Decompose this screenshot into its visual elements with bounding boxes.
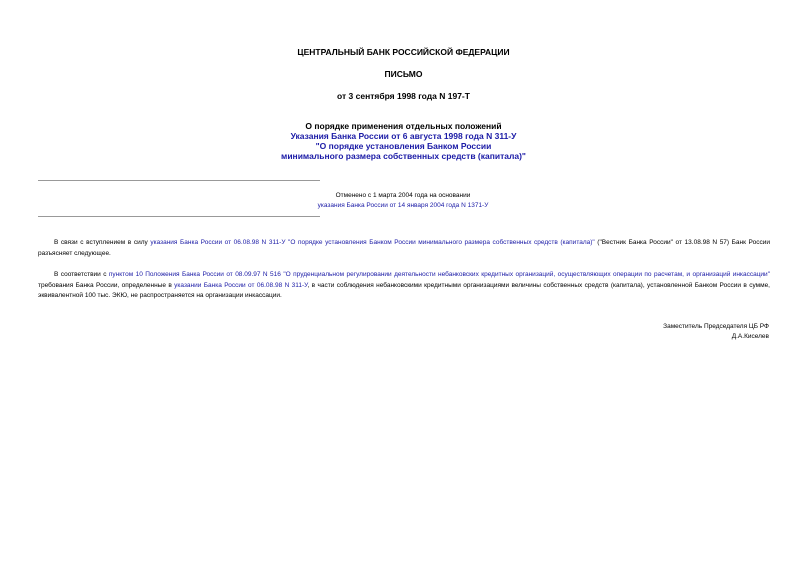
paragraph-2	[38, 270, 770, 302]
divider-bottom	[38, 216, 320, 217]
divider-top	[38, 180, 320, 181]
cancel-note-link[interactable]: указания Банка России от 14 января 2004 года N 1371-У	[317, 202, 489, 209]
paragraph-2-link-2[interactable]: указании Банка России от 06.08.98 N 311-У	[174, 281, 308, 289]
doc-title	[0, 121, 807, 161]
paragraph-2-text-b: требования Банка России, определенные в	[38, 281, 175, 289]
signature-position: Заместитель Председателя ЦБ РФ	[663, 323, 769, 330]
org-name: ЦЕНТРАЛЬНЫЙ БАНК РОССИЙСКОЙ ФЕДЕРАЦИИ	[297, 47, 510, 57]
paragraph-2-text-a: В соответствии с	[54, 271, 109, 278]
doc-type: ПИСЬМО	[384, 69, 423, 79]
paragraph-1	[38, 238, 770, 259]
paragraph-1-link[interactable]: указания Банка России от 06.08.98 N 311-У "О порядке установления Банком России минимального размера собственных средств (капитала)"	[150, 239, 595, 246]
doc-date: от 3 сентября 1998 года N 197-Т	[337, 91, 470, 101]
signature-name: Д.А.Киселев	[731, 333, 769, 340]
paragraph-2-text-c: , в части соблюдения небанковскими кредитными организациями величины собственных средств (капитала), установленной Банком России в сумме, эквивалентной 100 тыс. ЭКЮ, не распространяется на организации инкассации.	[38, 281, 770, 299]
title-link-line-4[interactable]: минимального размера собственных средств (капитала)"	[281, 151, 526, 161]
paragraph-1-text-b: ("Вестник Банка России" от 13.08.98 N 57) Банк России разъясняет следующее.	[38, 239, 770, 257]
paragraph-2-link-1[interactable]: пунктом 10 Положения Банка России от 08.09.97 N 516 "О пруденциальном регулировании деятельности небанковских кредитных организаций, осуществляющих операции по расчетам, и организаций инкассации"	[108, 271, 770, 278]
cancel-note	[258, 191, 548, 211]
signature-block	[663, 322, 769, 342]
title-link-line-3[interactable]: "О порядке установления Банком России	[315, 141, 492, 151]
cancel-note-text: Отменено с 1 марта 2004 года на основании	[335, 192, 471, 199]
title-line-1: О порядке применения отдельных положений	[305, 121, 502, 131]
paragraph-1-text-a: В связи с вступлением в силу	[54, 239, 151, 246]
title-link-line-2[interactable]: Указания Банка России от 6 августа 1998 года N 311-У	[290, 131, 517, 141]
